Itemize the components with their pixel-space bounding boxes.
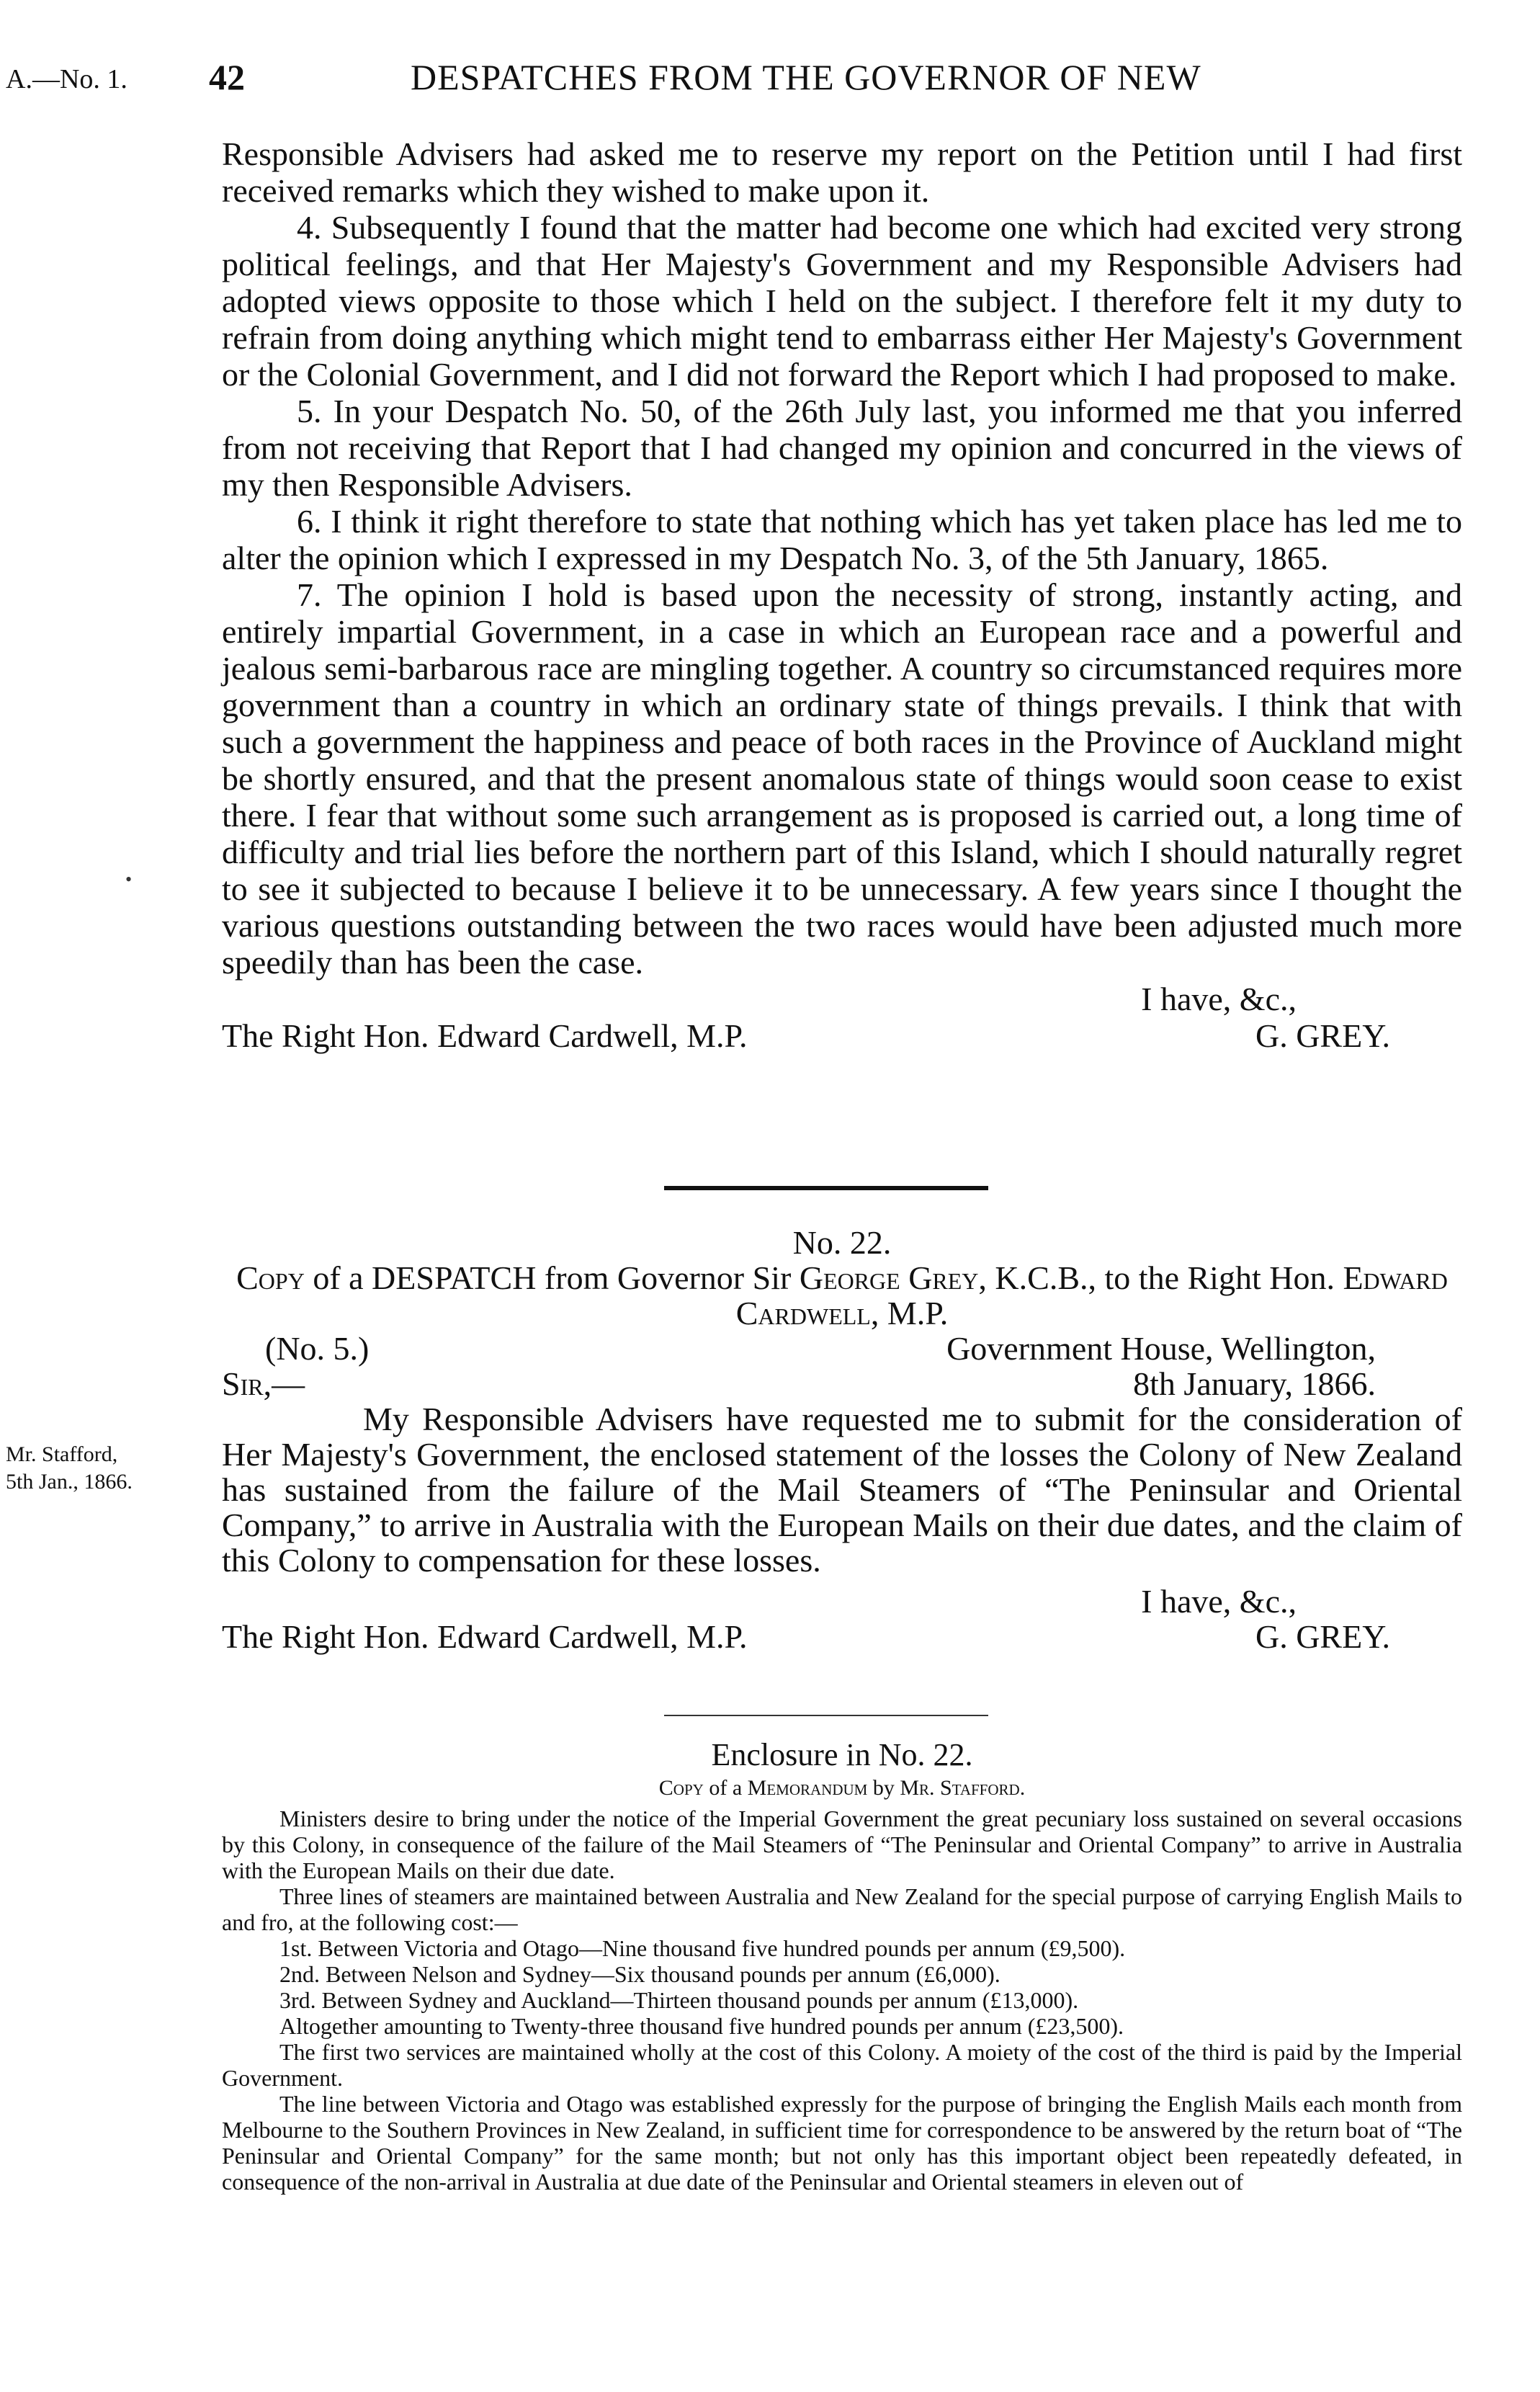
paragraph-1: Responsible Advisers had asked me to reserve my report on the Petition until I had first received remarks which they wished to make upon it.: [222, 135, 1462, 209]
despatch-ref: (No. 5.): [265, 1330, 370, 1367]
addressee: The Right Hon. Edward Cardwell, M.P.: [222, 1017, 748, 1054]
despatch-body: [222, 135, 1462, 1054]
enclosure-paragraph-2: Three lines of steamers are maintained between Australia and New Zealand for the special purpose of carrying English Mails to and fro, at the following cost:—: [222, 1883, 1462, 1935]
heading-text: of a DESPATCH from Governor Sir: [313, 1259, 792, 1296]
enclosure-paragraph-4: The line between Victoria and Otago was established expressly for the purpose of bringing the English Mails each month from Melbourne to the Southern Provinces in New Zealand, in sufficient time for correspondence to be answered by the return boat of “The Peninsular and Oriental Company” for the same month; but not only has this important object been repeatedly defeated, in consequence of the non-arrival in Australia at due date of the Peninsular and Oriental steamers in eleven out of: [222, 2091, 1462, 2195]
enc-author: Mr. Stafford.: [900, 1776, 1026, 1800]
enclosure-paragraph-3: The first two services are maintained wholly at the cost of this Colony. A moiety of the cost of the third is paid by the Imperial Government.: [222, 2039, 1462, 2091]
paragraph-5: 5. In your Despatch No. 50, of the 26th July last, you informed me that you inferred from not receiving that Report that I had changed my opinion and concurred in the views of my then Responsible Advisers.: [222, 393, 1462, 503]
heading-copy: Copy: [236, 1259, 305, 1296]
despatch-place: Government House, Wellington,: [946, 1330, 1376, 1367]
paragraph-6: 6. I think it right therefore to state that nothing which has yet taken place has led me to alter the opinion which I expressed in my Despatch No. 3, of the 5th January, 1865.: [222, 503, 1462, 576]
heading-governor: George Grey: [799, 1259, 979, 1296]
margin-dot: •: [125, 869, 133, 890]
closing-line-2: I have, &c.,: [1141, 1583, 1297, 1620]
enc-by: by: [872, 1776, 895, 1800]
page-number: 42: [209, 57, 245, 97]
enc-copy: Copy: [658, 1776, 704, 1800]
enclosure-subtitle: [222, 1775, 1462, 1801]
heading-text-2: , K.C.B., to the Right Hon.: [978, 1259, 1335, 1296]
paragraph-4: 4. Subsequently I found that the matter had become one which had excited very strong political feelings, and that Her Majesty's Government and my Responsible Advisers had adopted views opposite to those which I held on the subject. I therefore felt it my duty to refrain from doing anything which might tend to embarrass either Her Majesty's Government or the Colonial Government, and I did not forward the Report which I had proposed to make.: [222, 209, 1462, 393]
enclosure: [222, 1738, 1462, 2195]
signature-2: G. GREY.: [1255, 1618, 1390, 1655]
enc-of: of a: [709, 1776, 743, 1800]
cost-total: Altogether amounting to Twenty-three thousand five hundred pounds per annum (£23,500).: [279, 2013, 1124, 2039]
enclosure-divider: [664, 1715, 988, 1716]
running-title: DESPATCHES FROM THE GOVERNOR OF NEW: [411, 57, 1201, 97]
addressee-2: The Right Hon. Edward Cardwell, M.P.: [222, 1618, 748, 1655]
cost-item: 3rd. Between Sydney and Auckland—Thirteen thousand pounds per annum (£13,000).: [279, 1987, 1079, 2013]
despatch-number: No. 22.: [792, 1224, 892, 1261]
section-divider: [664, 1186, 988, 1190]
cost-list: [222, 1935, 1462, 2039]
margin-note-line-1: Mr. Stafford,: [6, 1442, 118, 1466]
enclosure-title: Enclosure in No. 22.: [711, 1737, 973, 1772]
margin-note-line-2: 5th Jan., 1866.: [6, 1470, 133, 1494]
ref-row: [222, 1331, 1462, 1366]
signature-row: [222, 1017, 1462, 1054]
signature-row-2: [222, 1619, 1462, 1654]
series-label: A.—No. 1.: [6, 64, 127, 94]
cost-item: 2nd. Between Nelson and Sydney—Six thousand pounds per annum (£6,000).: [279, 1961, 1000, 1987]
despatch-date: 8th January, 1866.: [1133, 1365, 1376, 1402]
enclosure-paragraph-1: Ministers desire to bring under the notice of the Imperial Government the great pecuniary loss sustained on several occasions by this Colony, in consequence of the failure of the Mail Steamers of “The Peninsular and Oriental Company” to arrive in Australia with the European Mails on their due date.: [222, 1806, 1462, 1883]
heading-text-3: , M.P.: [870, 1295, 949, 1331]
despatch-heading: [222, 1260, 1462, 1331]
despatch-22: [222, 1225, 1462, 1654]
cost-item: 1st. Between Victoria and Otago—Nine thousand five hundred pounds per annum (£9,500).: [279, 1935, 1126, 1961]
signature: G. GREY.: [1255, 1017, 1390, 1054]
heading-recipient: Edward Cardwell: [735, 1259, 1448, 1331]
salutation: Sir,—: [222, 1365, 305, 1402]
running-header: [0, 56, 1540, 102]
paragraph-7: 7. The opinion I hold is based upon the necessity of strong, instantly acting, and entirely impartial Government, in a case in which an European race and a powerful and jealous semi-barbarous race are mingling together. A country so circumstanced requires more government than a country in which an ordinary state of things prevails. I think that with such a government the happiness and peace of both races in the Province of Auckland might be shortly ensured, and that the present anomalous state of things would soon cease to exist there. I fear that without some such arrangement as is proposed is carried out, a long time of difficulty and trial lies before the northern part of this Island, which I should naturally regret to see it subjected to because I believe it to be unnecessary. A few years since I thought the various questions outstanding between the two races would have been adjusted much more speedily than has been the case.: [222, 576, 1462, 981]
closing-line: I have, &c.,: [1141, 981, 1297, 1017]
despatch-text: My Responsible Advisers have requested me to submit for the consideration of Her Majesty's Government, the enclosed statement of the losses the Colony of New Zealand has sustained from the failure of the Mail Steamers of “The Peninsular and Oriental Company,” to arrive in Australia with the European Mails on their due dates, and the claim of this Colony to compensation for these losses.: [222, 1401, 1462, 1579]
enc-memo: Memorandum: [747, 1776, 868, 1800]
margin-note: [6, 1441, 207, 1496]
salutation-row: [222, 1366, 1462, 1401]
